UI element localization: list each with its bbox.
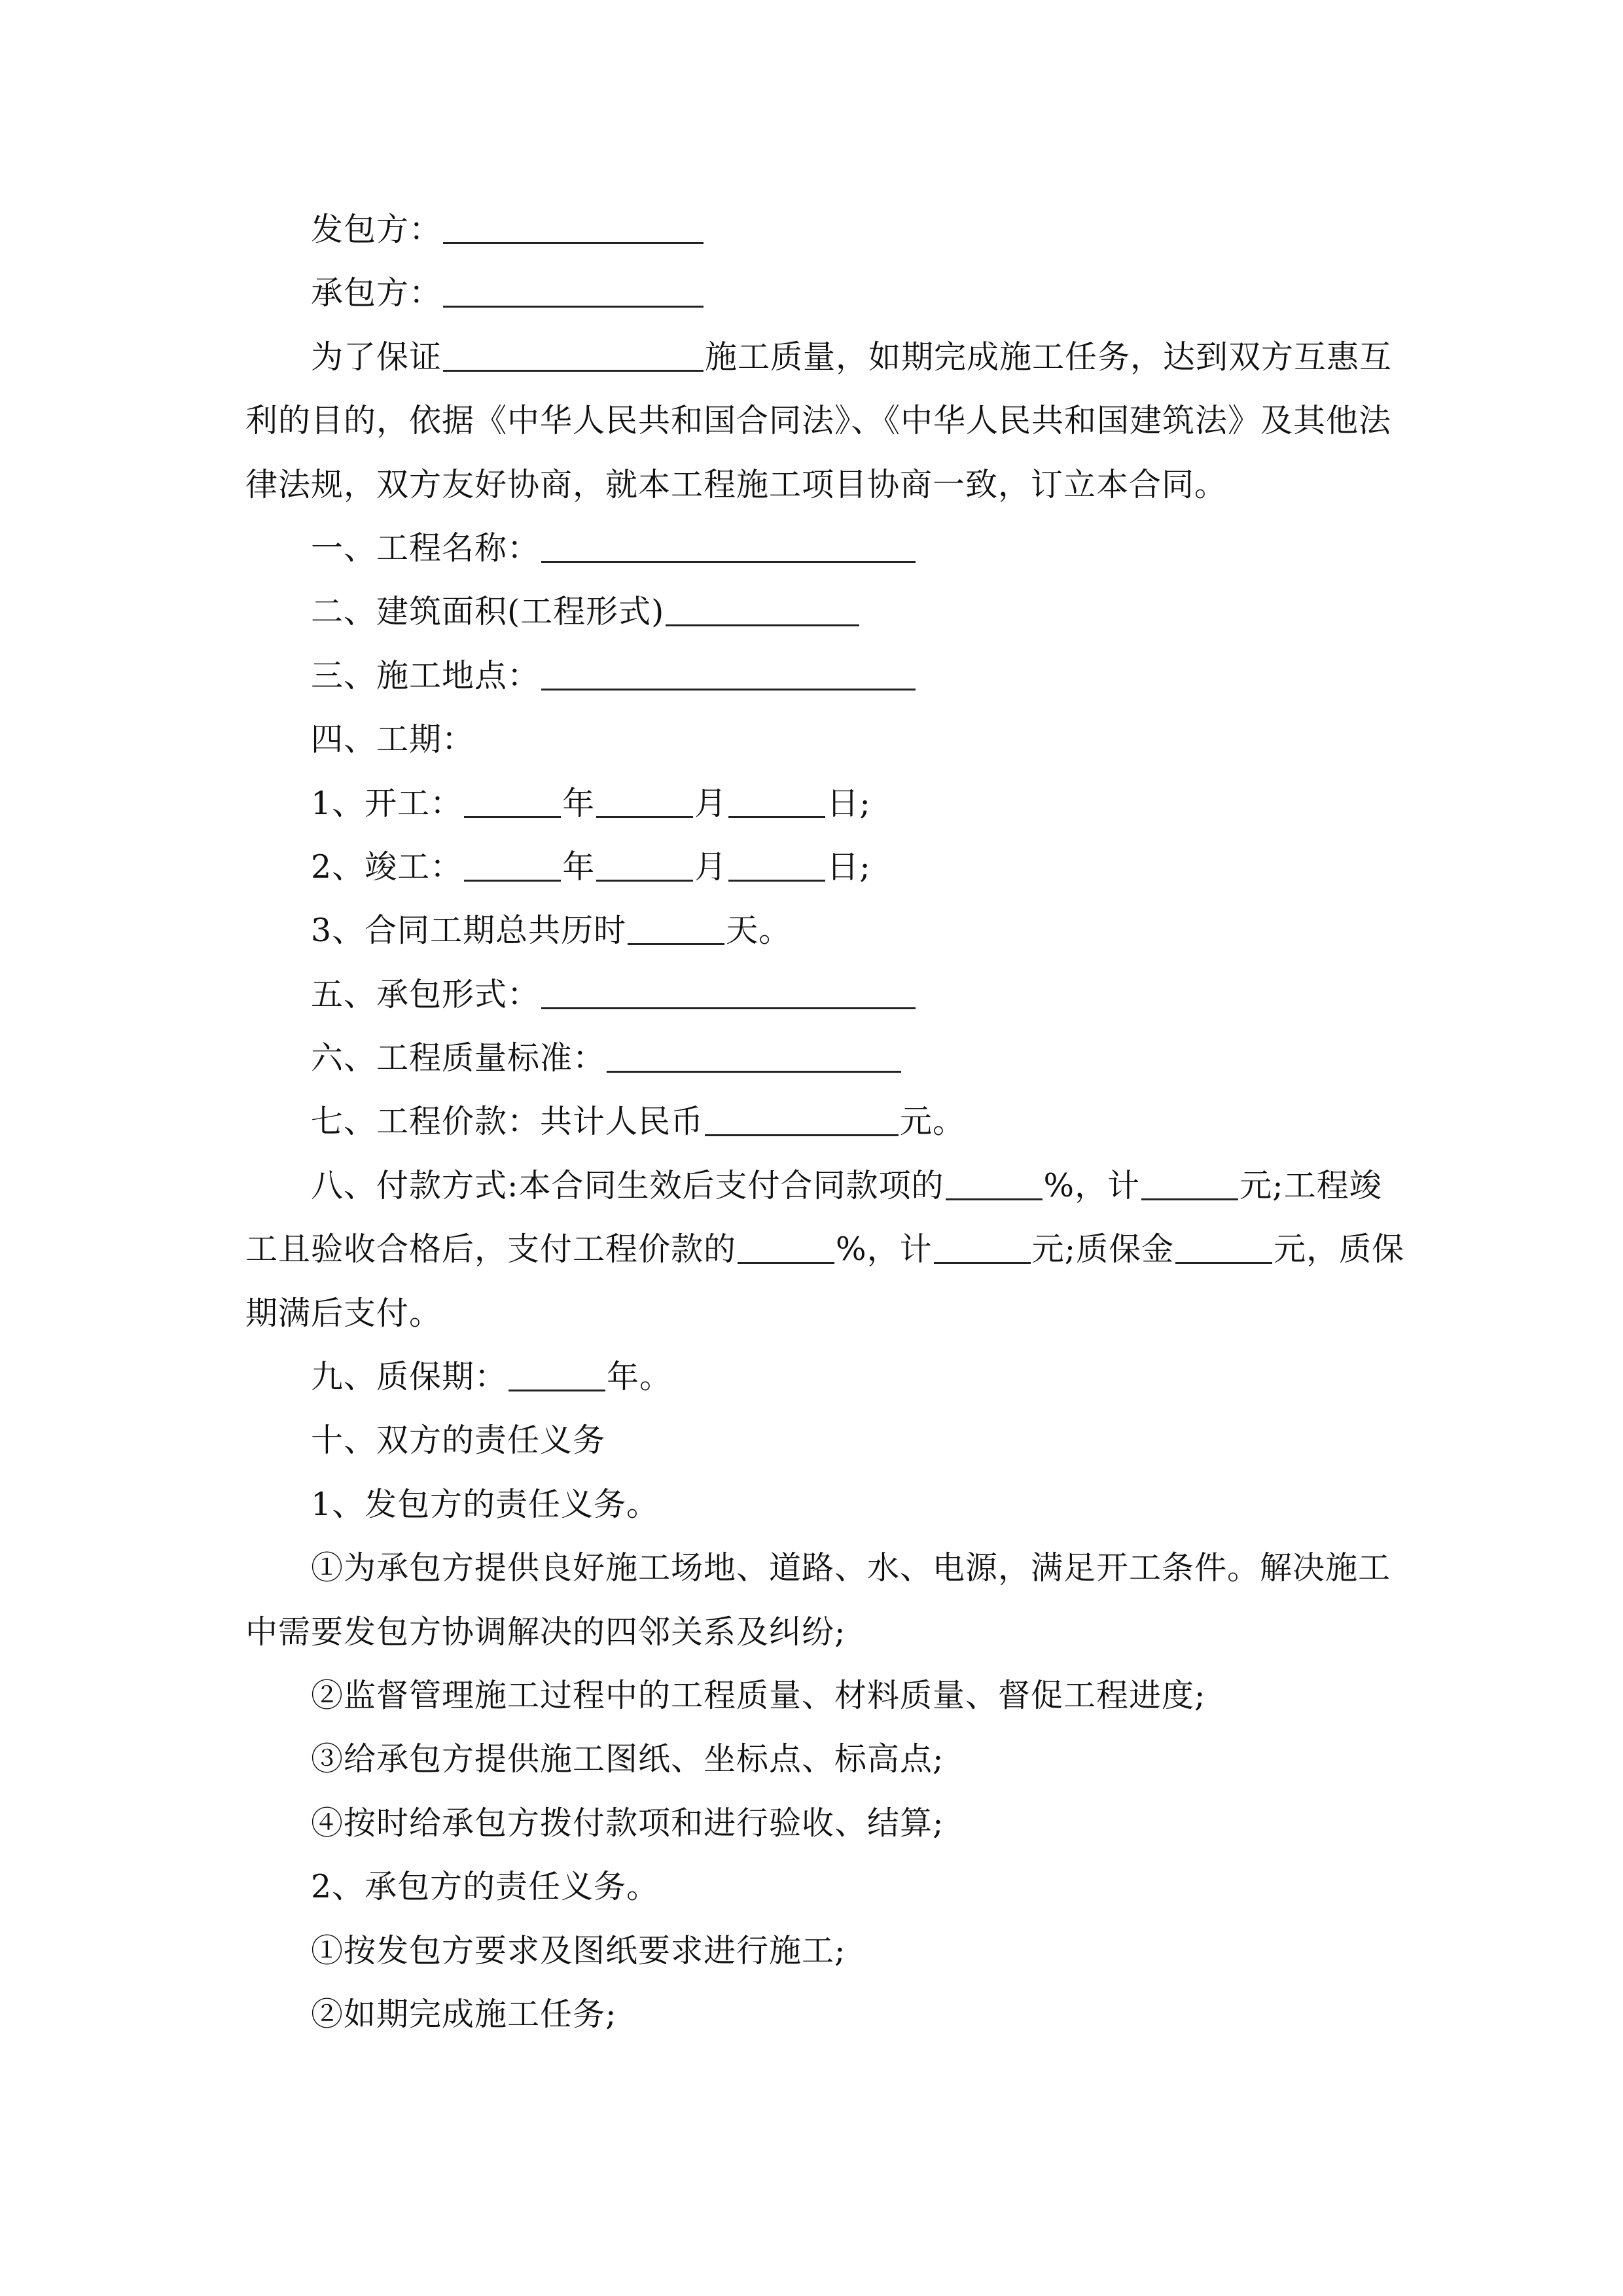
fill-in-blank: [541, 535, 916, 563]
line-text: 1、发包方的责任义务。: [311, 1485, 660, 1523]
text-line: [245, 1282, 1378, 1345]
fill-in-blank: [464, 790, 561, 818]
fill-in-blank: [541, 662, 916, 691]
line-text: 年: [562, 784, 596, 822]
text-line: [245, 325, 1393, 389]
line-text: 二、建筑面积(工程形式): [311, 593, 665, 631]
line-text: 元;质保金: [1031, 1230, 1175, 1268]
text-line: [245, 389, 1392, 452]
line-text: 月: [694, 784, 728, 822]
text-line: [245, 198, 1378, 261]
line-text: 八、付款方式:本合同生效后支付合同款项的: [311, 1166, 944, 1204]
fill-in-blank: [628, 917, 724, 945]
fill-in-blank: [666, 598, 859, 626]
line-text: 日;: [827, 784, 871, 822]
line-text: 利的目的，依据《中华人民共和国合同法》、《中华人民共和国建筑法》及其他法: [245, 402, 1392, 440]
line-text: 五、承包形式：: [311, 975, 541, 1013]
fill-in-blank: [1141, 1172, 1238, 1200]
text-line: [245, 1791, 1378, 1855]
line-text: 工且验收合格后，支付工程价款的: [245, 1230, 737, 1268]
line-text: 月: [694, 848, 728, 886]
text-line: [245, 772, 1378, 835]
line-text: 元;工程竣: [1240, 1166, 1382, 1204]
text-line: [245, 1855, 1378, 1918]
text-line: [245, 1600, 1378, 1664]
line-text: ②监督管理施工过程中的工程质量、材料质量、督促工程进度;: [311, 1676, 1206, 1714]
line-text: 四、工期：: [311, 721, 475, 759]
text-line: [245, 1026, 1378, 1090]
line-text: ④按时给承包方拨付款项和进行验收、结算;: [311, 1804, 944, 1842]
fill-in-blank: [728, 853, 825, 882]
line-text: 中需要发包方协调解决的四邻关系及纠纷;: [245, 1613, 846, 1651]
text-line: [245, 708, 1378, 771]
line-text: 3、合同工期总共历时: [311, 912, 627, 950]
line-text: 施工质量，如期完成施工任务，达到双方互惠互: [705, 338, 1393, 376]
line-text: 年: [562, 848, 596, 886]
fill-in-blank: [728, 790, 825, 818]
fill-in-blank: [705, 1108, 899, 1136]
fill-in-blank: [464, 853, 561, 882]
fill-in-blank: [738, 1236, 834, 1264]
text-line: [245, 1982, 1378, 2046]
text-line: [245, 1090, 1378, 1153]
line-text: ②如期完成施工任务;: [311, 1995, 617, 2033]
line-text: %，计: [836, 1230, 933, 1268]
text-line: [245, 644, 1378, 708]
line-text: 七、工程价款：共计人民币: [311, 1103, 704, 1141]
text-line: [245, 1536, 1391, 1600]
text-line: [245, 453, 1378, 516]
fill-in-blank: [443, 216, 704, 244]
line-text: 元。: [900, 1103, 966, 1141]
text-line: [245, 580, 1378, 643]
line-text: 年。: [607, 1358, 673, 1396]
fill-in-blank: [508, 1363, 605, 1391]
fill-in-blank: [541, 981, 916, 1009]
text-line: [245, 1919, 1378, 1982]
fill-in-blank: [443, 344, 704, 372]
text-line: [245, 1345, 1378, 1408]
text-line: [245, 1408, 1378, 1472]
fill-in-blank: [934, 1236, 1031, 1264]
fill-in-blank: [596, 853, 693, 882]
text-line: [245, 516, 1378, 580]
line-text: %，计: [1043, 1166, 1141, 1204]
line-text: 天。: [726, 912, 792, 950]
line-text: 1、开工：: [311, 784, 463, 822]
text-line: [245, 899, 1378, 962]
line-text: 律法规，双方友好协商，就本工程施工项目协商一致，订立本合同。: [245, 465, 1228, 503]
fill-in-blank: [1175, 1236, 1272, 1264]
fill-in-blank: [946, 1172, 1043, 1200]
line-text: 承包方：: [311, 274, 442, 312]
line-text: 一、工程名称：: [311, 529, 541, 567]
line-text: 期满后支付。: [245, 1294, 442, 1332]
text-line: [245, 963, 1378, 1026]
text-line: [245, 261, 1378, 325]
line-text: ①为承包方提供良好施工场地、道路、水、电源，满足开工条件。解决施工: [311, 1549, 1391, 1587]
text-line: [245, 835, 1378, 899]
fill-in-blank: [596, 790, 693, 818]
text-line: [245, 1473, 1378, 1536]
fill-in-blank: [607, 1045, 901, 1073]
line-text: 三、施工地点：: [311, 656, 541, 694]
text-line: [245, 1727, 1378, 1791]
line-text: 发包方：: [311, 211, 442, 248]
text-line: [245, 1217, 1405, 1281]
text-line: [245, 1154, 1382, 1217]
line-text: ①按发包方要求及图纸要求进行施工;: [311, 1931, 846, 1969]
line-text: 2、承包方的责任义务。: [311, 1868, 660, 1906]
line-text: 日;: [827, 848, 871, 886]
fill-in-blank: [443, 279, 704, 308]
line-text: 十、双方的责任义务: [311, 1422, 606, 1460]
line-text: 为了保证: [311, 338, 442, 376]
text-line: [245, 1664, 1378, 1727]
line-text: 六、工程质量标准：: [311, 1039, 606, 1077]
line-text: 元，质保: [1274, 1230, 1405, 1268]
contract-body: [245, 198, 1405, 2046]
line-text: 九、质保期：: [311, 1358, 508, 1396]
line-text: 2、竣工：: [311, 848, 463, 886]
line-text: ③给承包方提供施工图纸、坐标点、标高点;: [311, 1740, 944, 1778]
